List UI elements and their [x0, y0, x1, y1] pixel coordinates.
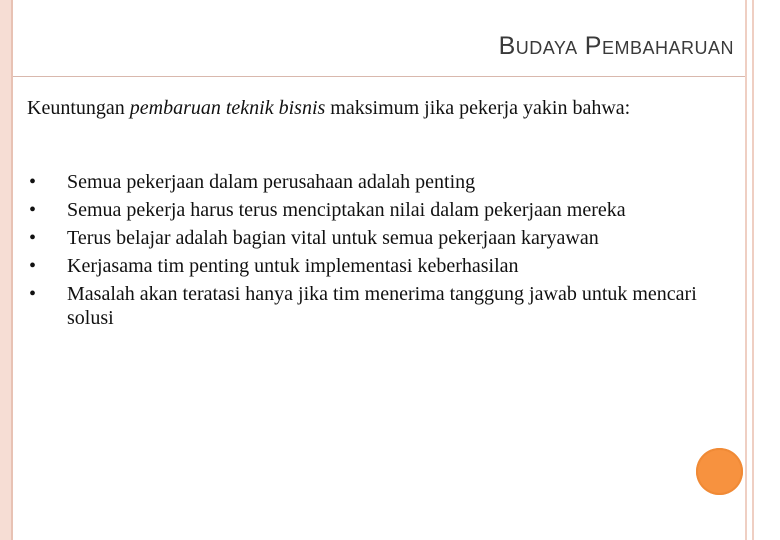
- right-border-line-outer: [752, 0, 754, 540]
- list-item-text: Kerjasama tim penting untuk implementasi keberhasilan: [67, 255, 519, 277]
- left-border-bar: [0, 0, 11, 540]
- list-item: [27, 226, 727, 250]
- bullet-icon: •: [29, 171, 37, 193]
- list-item: [27, 282, 727, 330]
- list-item-text: Semua pekerjaan dalam perusahaan adalah penting: [67, 171, 476, 193]
- bullet-list: [27, 170, 727, 334]
- slide-title: [499, 32, 734, 61]
- bullet-icon: •: [29, 283, 37, 305]
- title-initial: P: [584, 32, 602, 60]
- list-item-text: Terus belajar adalah bagian vital untuk semua pekerjaan karyawan: [67, 227, 599, 249]
- bullet-icon: •: [29, 255, 37, 277]
- intro-text: maksimum jika pekerja yakin bahwa:: [325, 97, 631, 119]
- intro-italic-text: pembaruan teknik bisnis: [129, 97, 326, 119]
- right-border-line: [745, 0, 747, 540]
- title-word-rest: UDAYA: [515, 38, 578, 58]
- bullet-icon: •: [29, 199, 37, 221]
- list-item: [27, 198, 727, 222]
- decorative-circle: [696, 448, 743, 495]
- left-border-line: [11, 0, 13, 540]
- list-item-text: Masalah akan teratasi hanya jika tim menerima tanggung jawab untuk mencari solusi: [67, 283, 697, 329]
- intro-text: Keuntungan: [27, 97, 130, 119]
- title-divider: [13, 76, 745, 77]
- intro-paragraph: [27, 96, 717, 120]
- title-word-rest: EMBAHARUAN: [601, 38, 734, 58]
- list-item: [27, 170, 727, 194]
- bullet-icon: •: [29, 227, 37, 249]
- title-initial: B: [498, 32, 516, 60]
- list-item-text: Semua pekerja harus terus menciptakan nilai dalam pekerjaan mereka: [67, 199, 626, 221]
- list-item: [27, 254, 727, 278]
